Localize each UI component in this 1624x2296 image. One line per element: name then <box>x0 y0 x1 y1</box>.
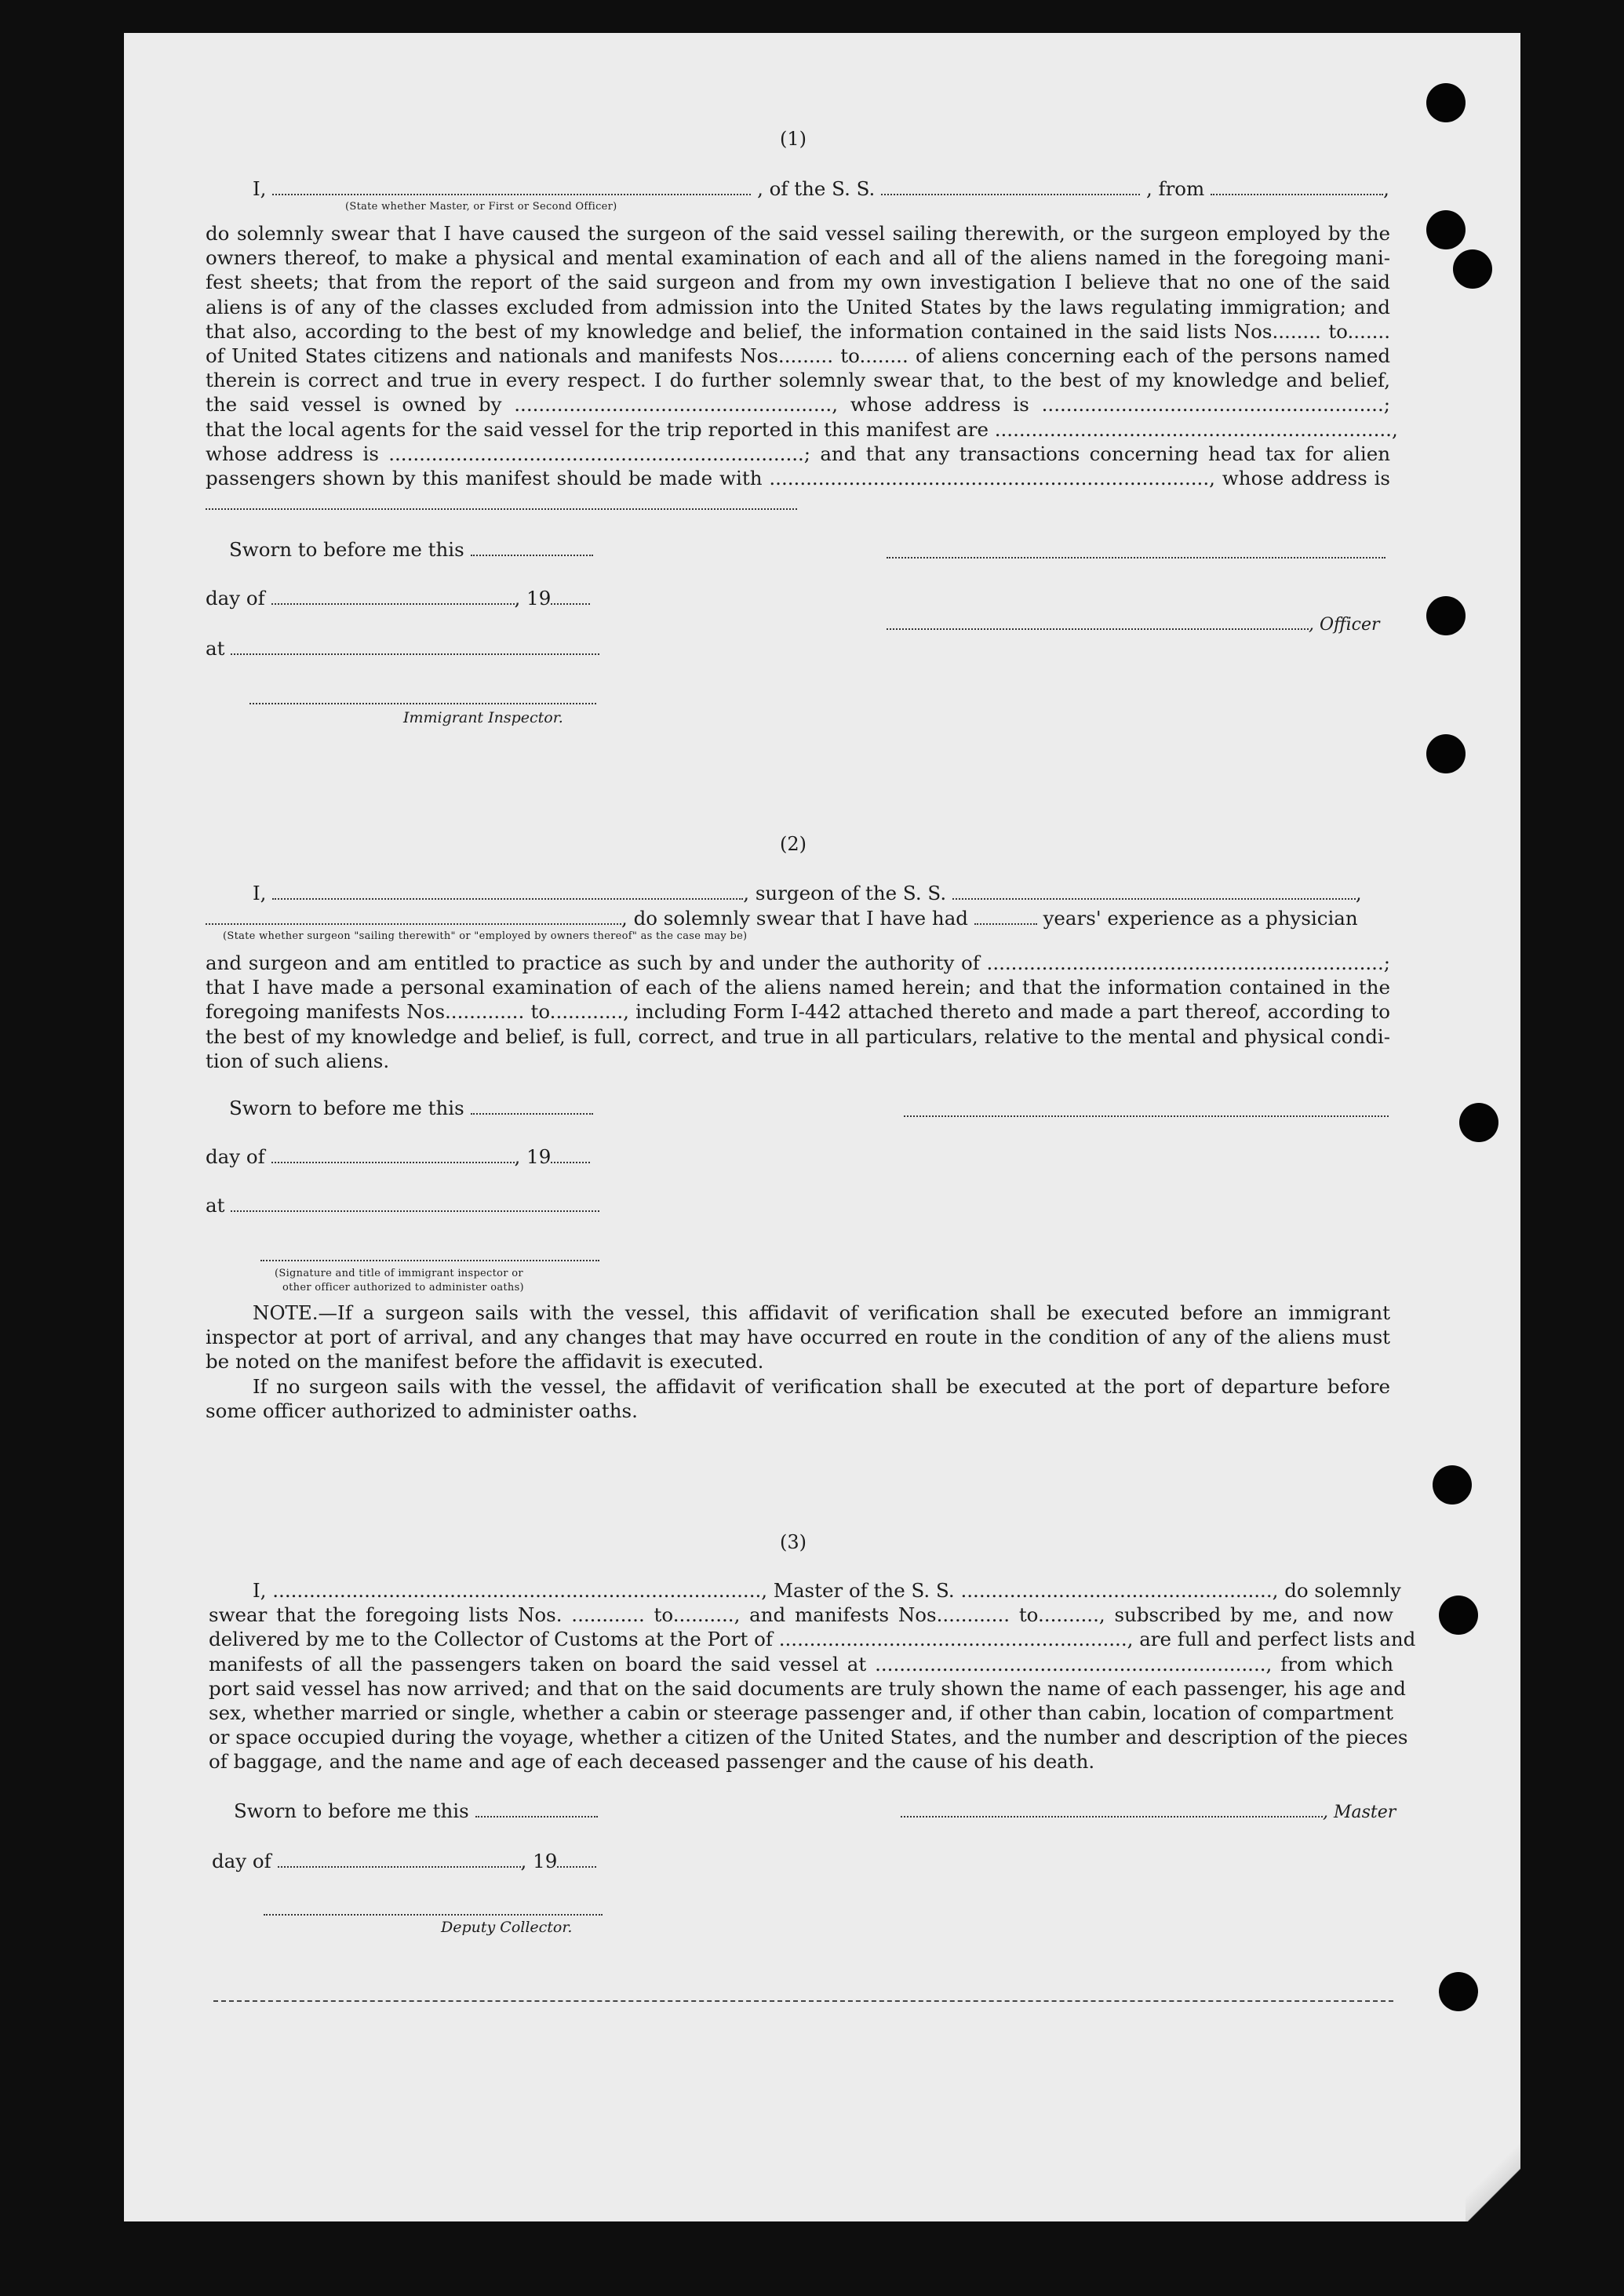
body-line: and surgeon and am entitled to practice as such by and under the authority of .................................................................; <box>206 952 1390 974</box>
officer-signature-blank[interactable] <box>887 557 1385 559</box>
years-blank[interactable] <box>974 909 1037 925</box>
punch-hole <box>1453 249 1492 289</box>
at-label: at <box>206 1194 225 1217</box>
master-name-blank[interactable] <box>272 180 751 195</box>
year-blank[interactable] <box>551 589 590 605</box>
section-2-number: (2) <box>780 833 807 855</box>
section-3-number: (3) <box>780 1531 807 1553</box>
signature-note: (Signature and title of immigrant inspector or <box>275 1268 523 1279</box>
at-line <box>206 1194 599 1217</box>
section-2-header-line: I, , surgeon of the S. S. , <box>253 882 1362 904</box>
body-line: port said vessel has now arrived; and that on the said documents are truly shown the name of each passenger, his age and <box>209 1676 1406 1700</box>
surgeon-type-blank[interactable] <box>206 909 621 925</box>
body-line: tion of such aliens. <box>206 1049 390 1072</box>
label-i: I, <box>253 177 267 200</box>
label-of-ss: , of the S. S. <box>757 177 876 200</box>
rank-note: (State whether Master, or First or Second Officer) <box>345 201 617 213</box>
label-i: I, <box>253 882 267 904</box>
body-line: therein is correct and true in every respect. I do further solemnly swear that, to the best of my knowledge and belief, <box>206 369 1390 392</box>
year-label: , 19 <box>520 1850 558 1872</box>
at-line <box>206 637 599 660</box>
vessel-name-blank[interactable] <box>952 884 1356 900</box>
label-do-solemnly: , do solemnly swear that I have had <box>621 907 968 930</box>
master-label: , Master <box>1323 1803 1396 1822</box>
note-line: inspector at port of arrival, and any changes that may have occurred en route in the condition of any of the aliens must <box>206 1326 1390 1349</box>
body-line: passengers shown by this manifest should be made with ........................................................................, whose address is <box>206 467 1390 490</box>
body-line: delivered by me to the Collector of Customs at the Port of ........................................................., are full and perfect lists and <box>209 1628 1416 1651</box>
body-line: the said vessel is owned by ...................................................., whose address is ........................................................; <box>206 393 1390 417</box>
year-label: , 19 <box>514 1145 552 1168</box>
day-of-label: day of <box>212 1850 271 1872</box>
body-line: fest sheets; that from the report of the said surgeon and from my own investigation I believe that no one of the said <box>206 271 1390 294</box>
body-line: manifests of all the passengers taken on board the said vessel at ................................................................, from which <box>209 1652 1393 1676</box>
master-signature-blank[interactable] <box>901 1802 1323 1818</box>
vessel-name-blank[interactable] <box>881 180 1140 195</box>
punch-hole <box>1426 734 1466 773</box>
day-line <box>206 1145 590 1168</box>
section-1-body <box>206 221 1398 490</box>
punch-hole <box>1426 210 1466 249</box>
immigrant-inspector-label: Immigrant Inspector. <box>403 709 563 726</box>
month-blank[interactable] <box>271 589 515 605</box>
body-line: sex, whether married or single, whether a cabin or steerage passenger and, if other than cabin, location of compartment <box>209 1701 1393 1725</box>
month-blank[interactable] <box>278 1852 521 1868</box>
label-surgeon-of-ss: , surgeon of the S. S. <box>743 882 947 904</box>
body-line: whose address is ....................................................................; and that any transactions concerning head tax for alien <box>206 442 1390 465</box>
inspector-signature-blank[interactable] <box>260 1260 599 1261</box>
label-years-experience: years' experience as a physician <box>1043 907 1358 930</box>
year-label: , 19 <box>514 587 552 609</box>
deputy-signature-blank[interactable] <box>264 1914 603 1916</box>
body-line: the best of my knowledge and belief, is full, correct, and true in all particulars, relative to the mental and physical condi- <box>206 1024 1390 1048</box>
section-2-note <box>206 1301 1390 1423</box>
punch-hole <box>1439 1972 1478 2011</box>
sworn-label: Sworn to before me this <box>234 1799 469 1822</box>
surgeon-name-blank[interactable] <box>272 884 743 900</box>
day-of-label: day of <box>206 1145 265 1168</box>
body-line: aliens is of any of the classes excluded from admission into the United States by the laws regulating immigration; and <box>206 295 1390 318</box>
inspector-signature-blank[interactable] <box>249 703 596 704</box>
from-port-blank[interactable] <box>1211 180 1383 195</box>
sworn-line <box>234 1799 598 1822</box>
sworn-day-blank[interactable] <box>471 540 593 556</box>
body-line: that I have made a personal examination of each of the aliens named herein; and that the information contained in the <box>206 976 1390 999</box>
body-line: or space occupied during the voyage, whether a citizen of the United States, and the number and description of the pieces <box>209 1726 1408 1749</box>
sworn-day-blank[interactable] <box>471 1099 593 1115</box>
deputy-collector-label: Deputy Collector. <box>441 1919 573 1936</box>
month-blank[interactable] <box>271 1148 515 1163</box>
punch-hole <box>1439 1596 1478 1635</box>
label-from: , from <box>1145 177 1205 200</box>
body-line: do solemnly swear that I have caused the surgeon of the said vessel sailing therewith, or the surgeon employed by the <box>206 222 1390 245</box>
note-line: If no surgeon sails with the vessel, the affidavit of verification shall be executed at the port of departure before <box>253 1374 1390 1398</box>
officer-label: , Officer <box>1309 615 1380 635</box>
section-1-header-line: I, , of the S. S. , from , <box>253 177 1389 200</box>
punch-hole <box>1426 83 1466 122</box>
officer-line <box>887 612 1380 635</box>
at-place-blank[interactable] <box>231 639 599 655</box>
surgeon-note: (State whether surgeon "sailing therewith" or "employed by owners thereof" as the case may be) <box>223 930 748 942</box>
surgeon-signature-blank[interactable] <box>904 1115 1389 1117</box>
year-blank[interactable] <box>557 1852 596 1868</box>
section-2-experience-line <box>206 907 1358 930</box>
note-line: be noted on the manifest before the affidavit is executed. <box>206 1350 764 1374</box>
at-place-blank[interactable] <box>231 1196 599 1212</box>
signature-note: other officer authorized to administer oaths) <box>282 1282 524 1294</box>
punch-hole <box>1426 596 1466 635</box>
body-line: of United States citizens and nationals and manifests Nos......... to........ of aliens concerning each of the persons named <box>206 344 1390 368</box>
sworn-day-blank[interactable] <box>475 1802 598 1818</box>
body-line: owners thereof, to make a physical and mental examination of each and all of the aliens named in the foregoing mani- <box>206 246 1390 270</box>
torn-corner <box>1466 2143 1520 2221</box>
punch-hole <box>1459 1103 1498 1142</box>
sworn-label: Sworn to before me this <box>229 1097 464 1119</box>
punch-hole <box>1433 1465 1472 1505</box>
address-blank[interactable] <box>206 508 797 510</box>
section-3-body <box>209 1578 1416 1774</box>
sworn-label: Sworn to before me this <box>229 538 464 561</box>
note-line: some officer authorized to administer oaths. <box>206 1399 638 1422</box>
section-2-body <box>206 951 1390 1073</box>
section-1-number: (1) <box>780 128 807 150</box>
year-blank[interactable] <box>551 1148 590 1163</box>
day-of-label: day of <box>206 587 265 609</box>
body-line: foregoing manifests Nos............. to............, including Form I-442 attached thereto and made a part thereof, according to <box>206 1000 1390 1024</box>
day-line <box>212 1850 596 1872</box>
body-line: that also, according to the best of my knowledge and belief, the information contained in the said lists Nos........ to....... <box>206 319 1390 343</box>
officer-blank[interactable] <box>887 614 1309 630</box>
at-label: at <box>206 637 225 660</box>
bottom-rule <box>213 2000 1393 2002</box>
day-line <box>206 587 590 609</box>
body-line: that the local agents for the said vessel for the trip reported in this manifest are ................................................................., <box>206 417 1398 441</box>
sworn-line <box>229 1097 593 1119</box>
body-line: of baggage, and the name and age of each deceased passenger and the cause of his death. <box>209 1750 1095 1774</box>
note-line: NOTE.—If a surgeon sails with the vessel, this affidavit of verification shall be executed before an immigrant <box>253 1301 1390 1324</box>
sworn-line <box>229 538 593 561</box>
master-line <box>901 1799 1396 1822</box>
body-line: I, ................................................................................, Master of the S. S. ..................................................., do solemnly <box>253 1579 1401 1602</box>
body-line: swear that the foregoing lists Nos. ............ to.........., and manifests Nos............ to.........., subscribed by me, and now <box>209 1603 1393 1627</box>
